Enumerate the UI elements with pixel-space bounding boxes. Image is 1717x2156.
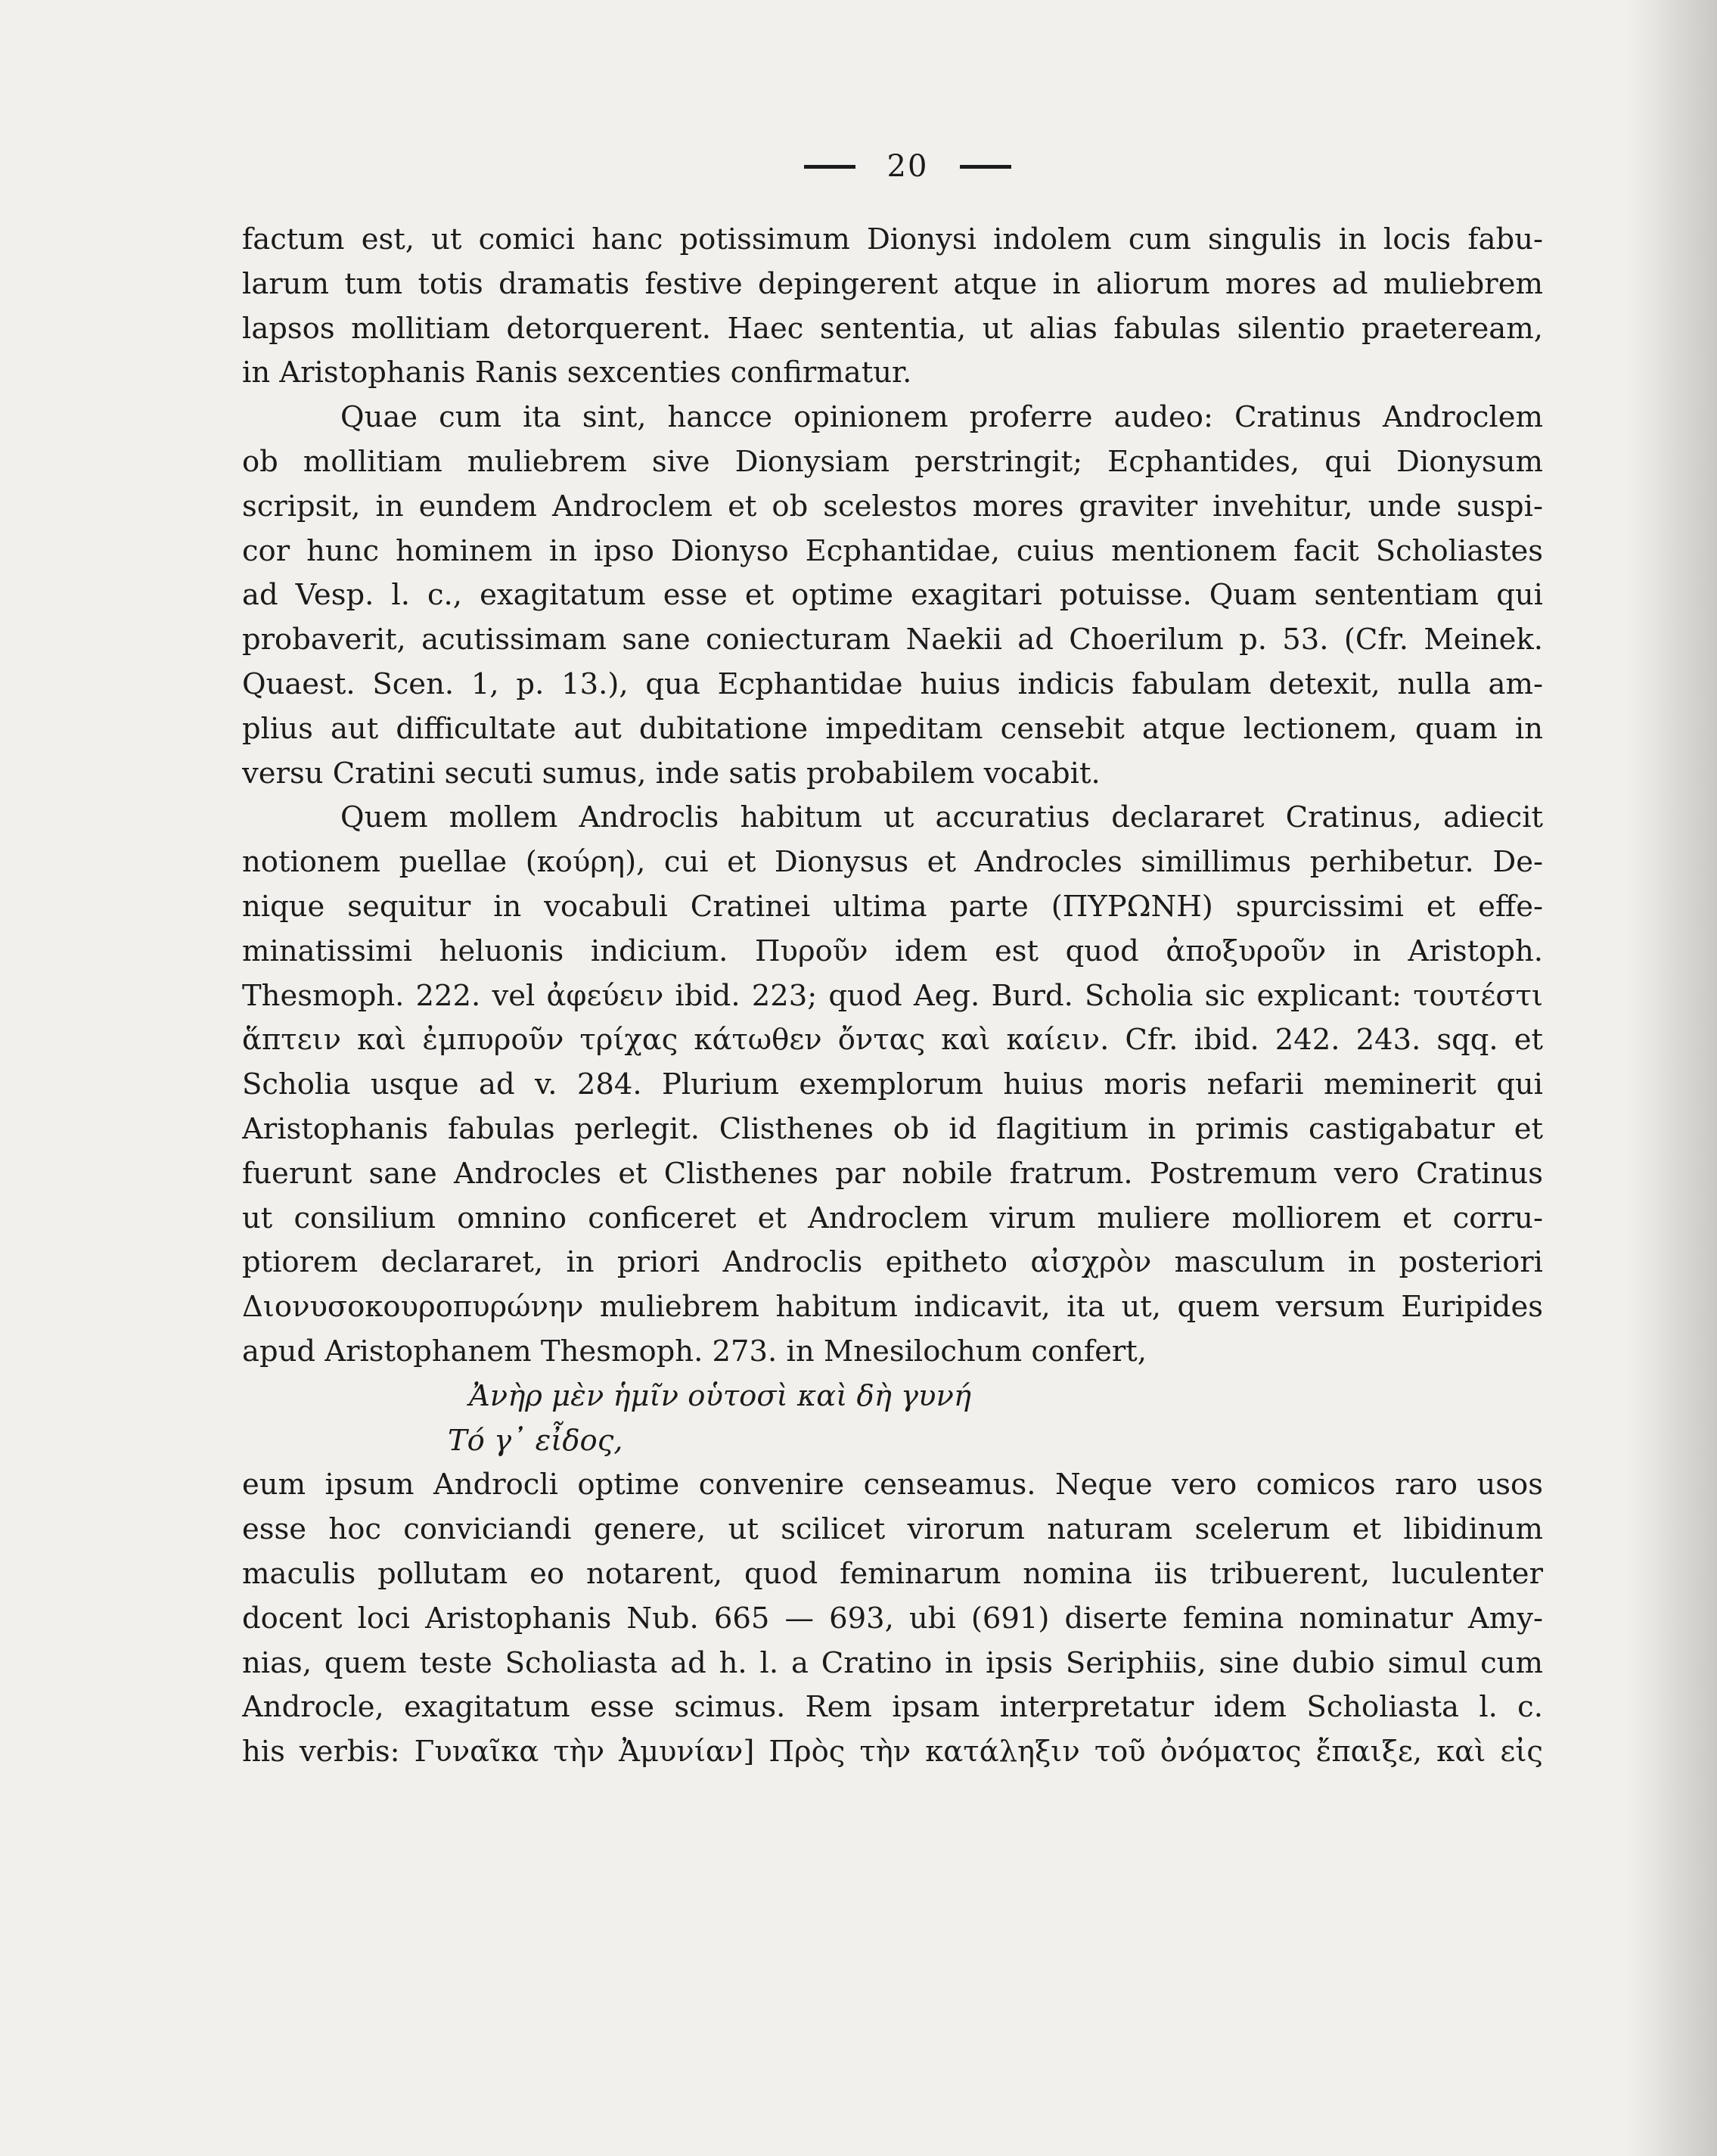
text-line: plius aut difficultate aut dubitatione impeditam censebit atque lectionem, quam in [242, 711, 1543, 746]
text-line: nias, quem teste Scholiasta ad h. l. a Cratino in ipsis Seriphiis, sine dubio simul cum [242, 1645, 1543, 1680]
text-line: Quae cum ita sint, hancce opinionem proferre audeo: Cratinus Androclem [340, 400, 1543, 435]
page-header [756, 144, 1059, 189]
text-line: eum ipsum Androcli optime convenire censeamus. Neque vero comicos raro usos [242, 1468, 1543, 1502]
text-line: ob mollitiam muliebrem sive Dionysiam perstringit; Ecphantides, qui Dionysum [242, 444, 1543, 479]
text-line: maculis pollutam eo notarent, quod feminarum nomina iis tribuerent, luculenter [242, 1556, 1543, 1591]
text-line: Aristophanis fabulas perlegit. Clisthenes ob id flagitium in primis castigabatur et [242, 1111, 1543, 1146]
page-shadow [1626, 0, 1656, 2156]
text-line: ptiorem declararet, in priori Androclis epitheto αἰσχρὸν masculum in posteriori [242, 1245, 1543, 1280]
text-line: ἅπτειν καὶ ἐμπυροῦν τρίχας κάτωθεν ὄντας καὶ καίειν. Cfr. ibid. 242. 243. sqq. et [242, 1023, 1543, 1058]
page-edge [1656, 0, 1717, 2156]
text-line: versu Cratini secuti sumus, inde satis probabilem vocabit. [242, 756, 1101, 791]
text-line: lapsos mollitiam detorquerent. Haec sententia, ut alias fabulas silentio praeteream, [242, 311, 1543, 346]
text-line: Quaest. Scen. 1, p. 13.), qua Ecphantidae huius indicis fabulam detexit, nulla am- [242, 666, 1543, 701]
text-line: nique sequitur in vocabuli Cratinei ultima parte (ΠΥΡΩΝΗ) spurcissimi et effe- [242, 889, 1543, 924]
text-line: probaverit, acutissimam sane coniecturam Naekii ad Choerilum p. 53. (Cfr. Meinek. [242, 623, 1543, 657]
text-line: scripsit, in eundem Androclem et ob scelestos mores graviter invehitur, unde suspi- [242, 489, 1543, 523]
page-number: 20 [886, 149, 929, 184]
text-line: in Aristophanis Ranis sexcenties confirmatur. [242, 356, 912, 390]
text-line: esse hoc conviciandi genere, ut scilicet virorum naturam scelerum et libidinum [242, 1512, 1543, 1547]
text-line: ut consilium omnino conficeret et Androclem virum muliere molliorem et corru- [242, 1201, 1543, 1235]
text-line: his verbis: Γυναῖκα τὴν Ἀμυνίαν] Πρὸς τὴν κατάληξιν τοῦ ὀνόματος ἔπαιξε, καὶ εἰς [242, 1735, 1543, 1769]
text-line: cor hunc hominem in ipso Dionyso Ecphantidae, cuius mentionem facit Scholiastes [242, 533, 1543, 568]
text-line: docent loci Aristophanis Nub. 665 — 693, ubi (691) diserte femina nominatur Amy- [242, 1601, 1543, 1636]
text-line: apud Aristophanem Thesmoph. 273. in Mnesilochum confert, [242, 1334, 1147, 1368]
verse-line: Τό γ᾽ εἶδος, [448, 1423, 623, 1458]
text-line: Quem mollem Androclis habitum ut accuratius declararet Cratinus, adiecit [340, 800, 1543, 835]
header-dash-left [804, 165, 855, 169]
text-line: Scholia usque ad v. 284. Plurium exemplorum huius moris nefarii meminerit qui [242, 1067, 1543, 1102]
verse-line: Ἀνὴρ μὲν ἡμῖν οὑτοσὶ καὶ δὴ γυνή [469, 1378, 971, 1413]
text-line: larum tum totis dramatis festive depingerent atque in aliorum mores ad muliebrem [242, 266, 1543, 301]
text-line: factum est, ut comici hanc potissimum Dionysi indolem cum singulis in locis fabu- [242, 222, 1543, 256]
text-line: Androcle, exagitatum esse scimus. Rem ipsam interpretatur idem Scholiasta l. c. [242, 1690, 1543, 1725]
text-line: Διονυσοκουροπυρώνην muliebrem habitum indicavit, ita ut, quem versum Euripides [242, 1290, 1543, 1325]
text-line: ad Vesp. l. c., exagitatum esse et optime exagitari potuisse. Quam sententiam qui [242, 578, 1543, 613]
body-text [242, 218, 1543, 1775]
header-dash-right [960, 165, 1011, 169]
text-line: fuerunt sane Androcles et Clisthenes par nobile fratrum. Postremum vero Cratinus [242, 1156, 1543, 1191]
text-line: notionem puellae (κούρη), cui et Dionysus et Androcles simillimus perhibetur. De- [242, 845, 1543, 880]
text-line: Thesmoph. 222. vel ἀφεύειν ibid. 223; quod Aeg. Burd. Scholia sic explicant: τουτέστι [242, 978, 1543, 1013]
text-line: minatissimi heluonis indicium. Πυροῦν idem est quod ἀποξυροῦν in Aristoph. [242, 934, 1543, 968]
